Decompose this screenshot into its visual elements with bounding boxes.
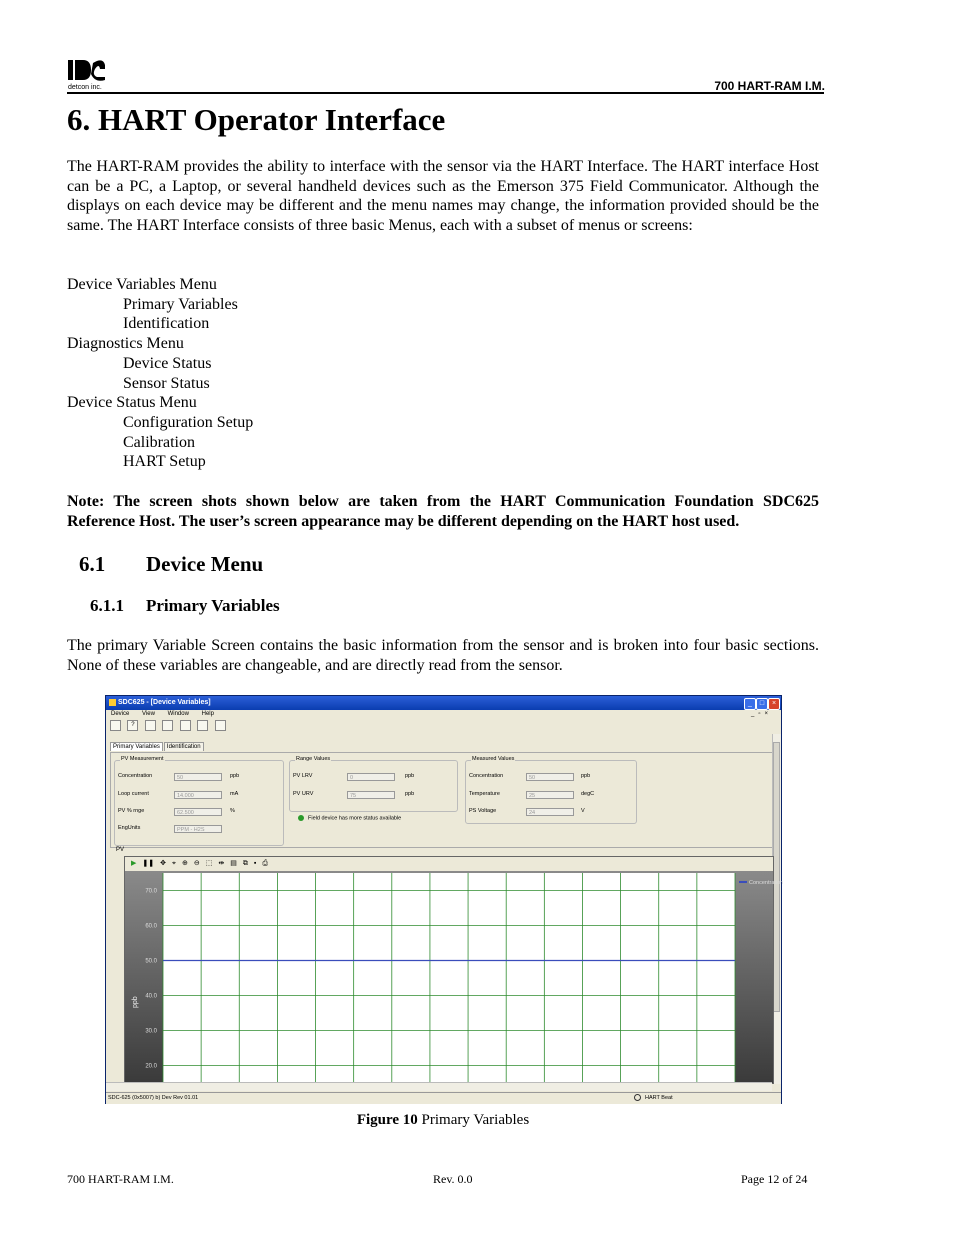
pv-description: The primary Variable Screen contains the basic information from the sensor and is broken into four basic sections. None of these variables are changeable, and are directly read from the sensor. <box>67 637 819 674</box>
scroll-thumb[interactable] <box>773 742 780 1012</box>
field-value: 75 <box>347 791 395 799</box>
field-value: PPM - H2S <box>174 825 222 833</box>
field-value: 25 <box>526 791 574 799</box>
hart-beat-indicator <box>634 1093 673 1104</box>
menu-device[interactable]: Device <box>111 711 130 717</box>
group-title: PV Measurement <box>121 756 164 762</box>
field-unit: degC <box>581 791 595 797</box>
mdi-controls[interactable]: _▫× <box>751 711 772 717</box>
print-chart-icon[interactable]: ⎙ <box>262 860 268 867</box>
app-icon <box>109 699 116 706</box>
y-tick-label: 70.0 <box>145 888 157 895</box>
header-rule <box>67 92 824 94</box>
plot-area <box>163 873 735 1083</box>
caption-label: Figure 10 <box>356 1112 418 1128</box>
field-label: Concentration <box>469 773 504 779</box>
window-titlebar <box>106 696 781 710</box>
menu-item: Device Status Menu <box>67 394 197 412</box>
group-title: Range Values <box>296 756 331 762</box>
note-paragraph: Note: The screen shots shown below are taken from the HART Communication Foundation SDC625 Reference Host. The user’s screen appearance may be different depending on the HART host used. <box>67 493 819 530</box>
menu-view[interactable]: View <box>142 711 155 717</box>
submenu-item: Primary Variables <box>123 295 238 313</box>
measured-values-group <box>465 756 637 824</box>
field-label: PV % rnge <box>118 808 145 814</box>
field-value: 24 <box>526 808 574 816</box>
legend-label: Concentration <box>749 880 784 886</box>
field-unit: V <box>581 808 585 814</box>
field-label: EngUnits <box>118 825 141 831</box>
menu-help[interactable]: Help <box>201 711 214 717</box>
footer-center: Rev. 0.0 <box>433 1172 473 1186</box>
copy-icon[interactable] <box>162 720 173 731</box>
play-icon[interactable]: ▶ <box>131 860 137 867</box>
y-tick-label: 60.0 <box>145 923 157 930</box>
zoom-out-icon[interactable]: ⊖ <box>193 860 200 867</box>
pv-chart-frame <box>124 856 784 1084</box>
field-unit: ppb <box>405 773 415 779</box>
lock-icon[interactable] <box>215 720 226 731</box>
field-value: 0 <box>347 773 395 781</box>
y-tick-label: 30.0 <box>145 1028 157 1035</box>
pv-chart-label: PV <box>116 847 125 853</box>
y-tick-label: 20.0 <box>145 1063 157 1070</box>
detcon-logo <box>67 59 105 91</box>
paste-icon[interactable] <box>180 720 191 731</box>
close-button[interactable]: × <box>768 698 780 710</box>
y-tick-label: 40.0 <box>145 993 157 1000</box>
field-label: PS Voltage <box>469 808 497 814</box>
field-value: 14.000 <box>174 791 222 799</box>
hart-beat-label: HART Beat <box>645 1095 673 1101</box>
section-number: 6.1 <box>79 552 106 576</box>
pan-icon[interactable]: ✥ <box>160 860 166 867</box>
field-label: Temperature <box>469 791 500 797</box>
field-value: 50 <box>174 773 222 781</box>
tab-strip <box>110 742 205 751</box>
pv-measurement-group <box>114 756 284 846</box>
field-label: Loop current <box>118 791 149 797</box>
y-axis-label: ppb <box>132 996 139 1008</box>
subsection-title: Primary Variables <box>146 596 280 615</box>
sdc625-screenshot <box>105 695 782 1104</box>
page-title: 6. HART Operator Interface <box>67 102 446 137</box>
chart-toolbar <box>125 857 773 871</box>
copy-chart-icon[interactable]: ⧉ <box>242 860 248 867</box>
field-label: PV URV <box>293 791 314 797</box>
field-unit: mA <box>230 791 239 797</box>
range-values-group <box>289 756 458 822</box>
caption-text: Primary Variables <box>421 1112 530 1128</box>
intro-paragraph: The HART-RAM provides the ability to interface with the sensor via the HART Interface. The HART interface Host can be a PC, a Laptop, or several handheld devices such as the Emerson 375 Field Communicator. Although the displays on each device may be different and the menu names may change, the information provided should be the same. The HART Interface consists of three basic Menus, each with a subset of menus or screens: <box>67 158 819 234</box>
zoom-fit-icon[interactable]: ⌖ <box>172 860 176 867</box>
select-icon[interactable]: ⬚ <box>205 860 213 867</box>
window-title: SDC625 - [Device Variables] <box>118 699 211 706</box>
horizontal-scrollbar[interactable] <box>106 1082 772 1091</box>
section-heading <box>79 552 264 577</box>
cursor-icon[interactable]: ⇹ <box>218 860 225 867</box>
menubar <box>106 710 781 719</box>
header-doc-code: 700 HART-RAM I.M. <box>714 79 825 93</box>
submenu-item: Configuration Setup <box>123 413 254 431</box>
field-value: 62.500 <box>174 808 222 816</box>
tab-identification[interactable]: Identification <box>164 742 204 751</box>
status-led-icon <box>298 815 304 821</box>
tab-primary-variables[interactable]: Primary Variables <box>110 742 163 751</box>
print-icon[interactable] <box>145 720 156 731</box>
main-toolbar <box>110 720 228 732</box>
legend-swatch <box>739 881 747 883</box>
menu-list <box>67 275 253 472</box>
save-chart-icon[interactable]: ▪ <box>253 860 257 867</box>
field-unit: ppb <box>405 791 415 797</box>
maximize-button[interactable]: □ <box>756 698 768 710</box>
footer-left: 700 HART-RAM I.M. <box>67 1172 174 1186</box>
group-title: Measured Values <box>472 756 515 762</box>
field-unit: % <box>230 808 235 814</box>
footer-right: Page 12 of 24 <box>741 1172 808 1186</box>
subsection-number: 6.1.1 <box>90 596 124 615</box>
help-icon[interactable]: ? <box>127 720 138 731</box>
menu-window[interactable]: Window <box>167 711 189 717</box>
submenu-item: Sensor Status <box>123 374 210 392</box>
properties-icon[interactable]: ▤ <box>230 860 237 867</box>
menu-item: Device Variables Menu <box>67 276 217 293</box>
subsection-heading <box>90 596 280 616</box>
hart-beat-icon <box>634 1094 641 1101</box>
zoom-in-icon[interactable]: ⊕ <box>181 860 188 867</box>
submenu-item: Device Status <box>123 354 212 372</box>
status-text: Field device has more status available <box>308 815 402 822</box>
y-tick-label: 50.0 <box>145 958 157 965</box>
minimize-button[interactable]: _ <box>744 698 756 710</box>
new-icon[interactable] <box>110 720 121 731</box>
submenu-item: HART Setup <box>123 453 206 471</box>
menu-item: Diagnostics Menu <box>67 335 184 353</box>
submenu-item: Calibration <box>123 433 195 451</box>
field-value: 50 <box>526 773 574 781</box>
status-device-info: SDC-625 (0x5007) b) Dev Rev 01.01 <box>108 1095 199 1101</box>
field-label: PV LRV <box>293 773 313 779</box>
status-row <box>298 815 401 821</box>
submenu-item: Identification <box>123 315 210 333</box>
logo-text: detcon inc. <box>68 84 102 91</box>
pv-chart <box>125 871 784 1083</box>
section-title: Device Menu <box>146 552 264 576</box>
pause-icon[interactable]: ❚❚ <box>142 860 155 867</box>
status-bar <box>106 1092 781 1104</box>
field-label: Concentration <box>118 773 153 779</box>
field-unit: ppb <box>581 773 591 779</box>
field-unit: ppb <box>230 773 240 779</box>
device-icon[interactable] <box>197 720 208 731</box>
variables-panel <box>110 752 776 848</box>
figure-caption <box>0 1112 954 1129</box>
